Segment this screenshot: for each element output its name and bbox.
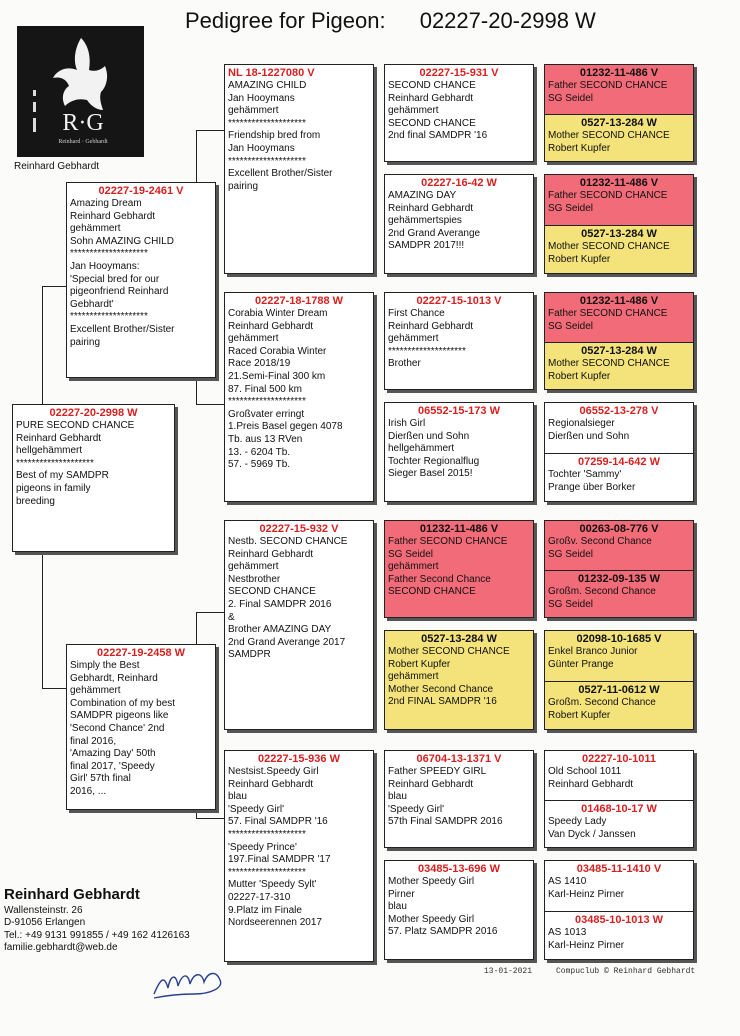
ring-number: 06552-13-278 V bbox=[579, 405, 659, 417]
card-line: Father Second Chance bbox=[388, 573, 491, 585]
card-line: SECOND CHANCE bbox=[388, 586, 476, 598]
card-line: ******************** bbox=[70, 248, 148, 260]
pigeon-dam-card[interactable] bbox=[66, 644, 216, 810]
card-line: AS 1013 bbox=[548, 927, 587, 938]
card-line: SECOND CHANCE bbox=[228, 586, 316, 598]
card-line: Robert Kupfer bbox=[548, 370, 611, 382]
pigeon-gen4-card-2[interactable] bbox=[384, 174, 534, 274]
gen5-top[interactable] bbox=[545, 175, 693, 225]
card-line: Mother SECOND CHANCE bbox=[548, 130, 670, 141]
card-line: Robert Kupfer bbox=[388, 658, 451, 670]
card-line: Speedy Lady bbox=[548, 816, 607, 827]
owner-name: Reinhard Gebhardt bbox=[4, 886, 140, 903]
connector-dam bbox=[42, 552, 43, 688]
card-line: pigeonfriend Reinhard bbox=[70, 286, 169, 298]
pigeon-gen3-card-3[interactable] bbox=[224, 520, 374, 730]
card-line: SAMDPR 2017!!! bbox=[388, 240, 465, 252]
card-line: Günter Prange bbox=[548, 658, 614, 670]
card-line: gehämmert bbox=[228, 333, 279, 345]
gen5-bottom[interactable] bbox=[545, 570, 693, 618]
card-line: AMAZING DAY bbox=[388, 190, 457, 201]
gen5-top[interactable] bbox=[545, 751, 693, 800]
card-line: Mother Speedy Girl bbox=[388, 876, 475, 887]
logo-caption: Reinhard Gebhardt bbox=[14, 161, 100, 172]
owner-address bbox=[4, 886, 190, 955]
card-line: Old School 1011 bbox=[548, 766, 622, 777]
card-line: ******************** bbox=[388, 345, 466, 357]
card-line: Corabia Winter Dream bbox=[228, 308, 328, 319]
card-line: Reinhard Gebhardt bbox=[388, 202, 474, 214]
gen5-bottom[interactable] bbox=[545, 114, 693, 162]
card-line: final 2016, bbox=[70, 735, 117, 747]
card-line: gehämmertspies bbox=[388, 215, 462, 227]
pigeon-subject-card[interactable] bbox=[12, 404, 175, 552]
owner-city: D-91056 Erlangen bbox=[4, 917, 86, 928]
card-line: ******************** bbox=[228, 117, 306, 129]
ring-number: 0527-13-284 W bbox=[581, 228, 657, 240]
card-line: pairing bbox=[228, 180, 259, 192]
gen5-bottom[interactable] bbox=[545, 225, 693, 274]
card-line: Großvater erringt bbox=[228, 408, 305, 420]
card-line: Father SECOND CHANCE bbox=[388, 536, 508, 547]
card-line: Mother SECOND CHANCE bbox=[548, 241, 670, 252]
pigeon-gen4-card-6[interactable] bbox=[384, 630, 534, 730]
card-line: Van Dyck / Janssen bbox=[548, 828, 636, 840]
card-line: Nordseerennen 2017 bbox=[228, 917, 322, 929]
card-line: First Chance bbox=[388, 308, 445, 319]
ring-number: 0527-13-284 W bbox=[421, 633, 497, 645]
ring-number: 0527-13-284 W bbox=[581, 345, 657, 357]
gen5-bottom[interactable] bbox=[545, 681, 693, 730]
ring-number: 03485-11-1410 V bbox=[576, 863, 662, 875]
card-line: 1.Preis Basel gegen 4078 bbox=[228, 421, 343, 433]
ring-number: 06552-15-173 W bbox=[418, 405, 500, 417]
gen5-top[interactable] bbox=[545, 521, 693, 570]
gen5-top[interactable] bbox=[545, 403, 693, 453]
card-line: gehämmert bbox=[70, 685, 121, 697]
pigeon-gen4-card-3[interactable] bbox=[384, 292, 534, 390]
ring-number: 02227-18-1788 W bbox=[254, 295, 344, 307]
card-line: Mother Second Chance bbox=[388, 683, 494, 695]
card-line: Simply the Best bbox=[70, 660, 140, 671]
card-line: Excellent Brother/Sister bbox=[70, 323, 175, 335]
card-line: Karl-Heinz Pirner bbox=[548, 939, 625, 951]
card-line: pigeons in family bbox=[16, 482, 91, 494]
card-line: 'Second Chance' 2nd bbox=[70, 722, 165, 734]
card-line: Friendship bred from bbox=[228, 130, 321, 142]
owner-phone: Tel.: +49 9131 991855 / +49 162 4126163 bbox=[4, 929, 190, 941]
card-line: Reinhard Gebhardt bbox=[16, 432, 102, 444]
card-line: AMAZING CHILD bbox=[228, 80, 307, 91]
card-line: Reinhard Gebhardt bbox=[388, 320, 474, 332]
card-line: 21.Semi-Final 300 km bbox=[228, 370, 326, 382]
ring-number: 02227-16-42 W bbox=[421, 177, 497, 189]
card-line: Father SECOND CHANCE bbox=[548, 190, 668, 201]
ring-number: 02227-19-2458 W bbox=[96, 647, 186, 659]
ring-number: 02227-15-936 W bbox=[258, 753, 340, 765]
gen5-bottom[interactable] bbox=[545, 453, 693, 502]
card-line: Brother bbox=[388, 358, 421, 370]
card-line: Brother AMAZING DAY bbox=[228, 624, 332, 636]
card-line: SG Seidel bbox=[548, 320, 594, 332]
card-line: SG Seidel bbox=[548, 598, 594, 610]
card-line: 57. - 5969 Tb. bbox=[228, 459, 291, 471]
ring-number: 01232-11-486 V bbox=[579, 67, 659, 79]
card-line: gehämmert bbox=[388, 333, 439, 345]
pigeon-gen5-pair-4[interactable] bbox=[544, 402, 694, 502]
card-line: 2nd Grand Averange bbox=[388, 227, 481, 239]
card-line: 2nd final SAMDPR '16 bbox=[388, 130, 488, 142]
card-line: gehämmert bbox=[70, 223, 121, 235]
gen5-top[interactable] bbox=[545, 631, 693, 681]
logo-subtitle: Reinhard · Gebhardt bbox=[58, 139, 108, 145]
card-line: gehämmert bbox=[388, 105, 439, 117]
card-line: 'Speedy Prince' bbox=[228, 841, 297, 853]
card-line: gehämmert bbox=[228, 105, 279, 117]
card-line: 2. Final SAMDPR 2016 bbox=[228, 598, 332, 610]
card-line: blau bbox=[388, 901, 407, 913]
card-line: Nestbrother bbox=[228, 573, 281, 585]
card-line: hellgehämmert bbox=[16, 445, 83, 457]
logo-letters: R·G bbox=[62, 110, 104, 136]
card-line: 87. Final 500 km bbox=[228, 383, 302, 395]
pigeon-gen4-card-4[interactable] bbox=[384, 402, 534, 502]
card-line: 02227-17-310 bbox=[228, 891, 291, 903]
ring-number: 02227-19-2461 V bbox=[98, 185, 184, 197]
card-line: Reinhard Gebhardt bbox=[228, 548, 314, 560]
card-line: Reinhard Gebhardt bbox=[388, 92, 474, 104]
ring-number: 06704-13-1371 V bbox=[416, 753, 502, 765]
card-line: Jan Hooymans bbox=[228, 92, 295, 104]
card-line: Regionalsieger bbox=[548, 418, 615, 429]
card-line: blau bbox=[388, 791, 407, 803]
ring-number: 01468-10-17 W bbox=[581, 803, 657, 815]
card-line: 57. Final SAMDPR '16 bbox=[228, 816, 328, 828]
gen5-top[interactable] bbox=[545, 65, 693, 114]
card-line: Robert Kupfer bbox=[548, 142, 611, 154]
title-ring-number: 02227-20-2998 W bbox=[419, 8, 596, 33]
card-line: Karl-Heinz Pirner bbox=[548, 888, 625, 900]
card-line: Mother SECOND CHANCE bbox=[548, 358, 670, 369]
card-line: Gebhardt, Reinhard bbox=[70, 672, 158, 684]
card-line: Großm. Second Chance bbox=[548, 697, 656, 708]
card-line: 'Special bred for our bbox=[70, 273, 160, 285]
pigeon-sire-card[interactable] bbox=[66, 182, 216, 378]
ring-number: 01232-11-486 V bbox=[579, 177, 659, 189]
card-line: final 2017, 'Speedy bbox=[70, 760, 155, 772]
card-line: Reinhard Gebhardt bbox=[70, 210, 156, 222]
card-line: Reinhard Gebhardt bbox=[388, 778, 474, 790]
pigeon-gen3-card-4[interactable] bbox=[224, 750, 374, 962]
breeder-logo bbox=[17, 26, 144, 157]
card-line: breeding bbox=[16, 495, 55, 507]
ring-number: NL 18-1227080 V bbox=[228, 67, 315, 79]
connector-gen3-a bbox=[196, 130, 197, 182]
card-line: SG Seidel bbox=[548, 202, 594, 214]
pigeon-gen5-pair-3[interactable] bbox=[544, 292, 694, 390]
ring-number: 0527-11-0612 W bbox=[578, 684, 660, 696]
connector-gen3-c-h bbox=[196, 612, 224, 613]
ring-number: 02227-20-2998 W bbox=[49, 407, 138, 419]
ring-number: 07259-14-642 W bbox=[578, 456, 660, 468]
card-line: SECOND CHANCE bbox=[388, 117, 476, 129]
card-line: Jan Hooymans bbox=[228, 142, 295, 154]
card-line: gehämmert bbox=[228, 561, 279, 573]
card-line: SG Seidel bbox=[548, 92, 594, 104]
print-date: 13-01-2021 bbox=[484, 967, 533, 976]
card-line: Enkel Branco Junior bbox=[548, 646, 638, 657]
card-line: Nestsist.Speedy Girl bbox=[228, 766, 319, 777]
gen5-top[interactable] bbox=[545, 861, 693, 911]
card-line: pairing bbox=[70, 336, 101, 348]
card-line: Raced Corabia Winter bbox=[228, 345, 327, 357]
card-line: Tb. aus 13 RVen bbox=[228, 433, 303, 445]
ring-number: 01232-09-135 W bbox=[578, 573, 660, 585]
pigeon-gen3-card-1[interactable] bbox=[224, 64, 374, 274]
card-line: Tochter 'Sammy' bbox=[548, 469, 622, 480]
card-line: Großm. Second Chance bbox=[548, 586, 656, 597]
owner-email[interactable]: familie.gebhardt@web.de bbox=[4, 942, 118, 953]
gen5-bottom[interactable] bbox=[545, 342, 693, 390]
card-line: 'Amazing Day' 50th bbox=[70, 748, 156, 760]
card-line: Robert Kupfer bbox=[548, 709, 611, 721]
ring-number: 00263-08-776 V bbox=[579, 523, 659, 535]
card-line: PURE SECOND CHANCE bbox=[16, 420, 135, 431]
card-line: Irish Girl bbox=[388, 418, 426, 429]
card-line: Jan Hooymans: bbox=[70, 260, 140, 272]
ring-number: 02098-10-1685 V bbox=[576, 633, 662, 645]
pigeon-gen4-card-5[interactable] bbox=[384, 520, 534, 618]
dove-logo-icon bbox=[17, 26, 144, 157]
pigeon-gen4-card-7[interactable] bbox=[384, 750, 534, 848]
card-line: ******************** bbox=[228, 155, 306, 167]
card-line: Race 2018/19 bbox=[228, 358, 291, 370]
card-line: ******************** bbox=[228, 866, 306, 878]
card-line: 2016, ... bbox=[70, 785, 107, 797]
card-line: & bbox=[228, 611, 235, 623]
card-line: Prange über Borker bbox=[548, 481, 636, 493]
card-line: Robert Kupfer bbox=[548, 253, 611, 265]
card-line: SAMDPR bbox=[228, 649, 271, 661]
card-line: SECOND CHANCE bbox=[388, 80, 476, 91]
connector-gen3-b-h bbox=[196, 404, 224, 405]
ring-number: 02227-15-1013 V bbox=[416, 295, 502, 307]
title-label: Pedigree for Pigeon: bbox=[185, 8, 386, 33]
signature-icon bbox=[150, 964, 240, 1004]
gen5-top[interactable] bbox=[545, 293, 693, 342]
software-credit: Compuclub © Reinhard Gebhardt bbox=[556, 967, 696, 976]
card-line: Combination of my best bbox=[70, 697, 176, 709]
card-line: Pirner bbox=[388, 888, 415, 900]
card-line: Father SECOND CHANCE bbox=[548, 80, 668, 91]
pigeon-gen4-card-8[interactable] bbox=[384, 860, 534, 960]
card-line: Großv. Second Chance bbox=[548, 536, 652, 547]
card-line: SAMDPR pigeons like bbox=[70, 710, 169, 722]
card-line: 'Speedy Girl' bbox=[228, 803, 285, 815]
card-line: Mother Speedy Girl bbox=[388, 913, 475, 925]
gen5-bottom[interactable] bbox=[545, 911, 693, 960]
card-line: Mother SECOND CHANCE bbox=[388, 646, 510, 657]
ring-number: 02227-15-931 V bbox=[419, 67, 499, 79]
gen5-bottom[interactable] bbox=[545, 800, 693, 848]
card-line: Amazing Dream bbox=[70, 198, 142, 209]
card-line: Tochter Regionalflug bbox=[388, 455, 480, 467]
card-line: hellgehämmert bbox=[388, 443, 455, 455]
card-line: Reinhard Gebhardt bbox=[228, 778, 314, 790]
ring-number: 03485-10-1013 W bbox=[574, 914, 664, 926]
connector-gen3-d-h bbox=[196, 818, 224, 819]
card-line: Excellent Brother/Sister bbox=[228, 168, 333, 180]
card-line: 9.Platz im Finale bbox=[228, 904, 302, 916]
ring-number: 03485-13-696 W bbox=[418, 863, 500, 875]
pigeon-gen5-pair-6[interactable] bbox=[544, 630, 694, 730]
card-line: Nestb. SECOND CHANCE bbox=[228, 536, 348, 547]
card-line: Dierßen und Sohn bbox=[388, 430, 470, 442]
card-line: 13. - 6204 Tb. bbox=[228, 446, 291, 458]
card-line: ******************** bbox=[70, 311, 148, 323]
card-line: blau bbox=[228, 791, 247, 803]
card-line: 57th Final SAMDPR 2016 bbox=[388, 816, 503, 828]
card-line: Reinhard Gebhardt bbox=[228, 320, 314, 332]
card-line: 2nd FINAL SAMDPR '16 bbox=[388, 696, 497, 708]
ring-number: 02227-15-932 V bbox=[259, 523, 339, 535]
pigeon-gen5-pair-8[interactable] bbox=[544, 860, 694, 960]
page-title bbox=[185, 8, 596, 34]
card-line: Mutter 'Speedy Sylt' bbox=[228, 879, 317, 891]
card-line: Gebhardt' bbox=[70, 298, 114, 310]
card-line: SG Seidel bbox=[388, 548, 434, 560]
card-line: 'Speedy Girl' bbox=[388, 803, 445, 815]
card-line: Dierßen und Sohn bbox=[548, 430, 630, 442]
pigeon-gen5-pair-5[interactable] bbox=[544, 520, 694, 618]
pigeon-gen3-card-2[interactable] bbox=[224, 292, 374, 502]
ring-number: 0527-13-284 W bbox=[581, 117, 657, 129]
connector-sire bbox=[42, 286, 43, 412]
ring-number: 01232-11-486 V bbox=[579, 295, 659, 307]
card-line: AS 1410 bbox=[548, 876, 587, 887]
card-line: 57. Platz SAMDPR 2016 bbox=[388, 926, 498, 938]
card-line: Father SECOND CHANCE bbox=[548, 308, 668, 319]
card-line: Sieger Basel 2015! bbox=[388, 468, 473, 480]
pigeon-gen5-pair-7[interactable] bbox=[544, 750, 694, 848]
card-line: gehämmert bbox=[388, 561, 439, 573]
pigeon-gen4-card-1[interactable] bbox=[384, 64, 534, 162]
card-line: Girl' 57th final bbox=[70, 773, 131, 785]
card-line: ******************** bbox=[228, 396, 306, 408]
pigeon-gen5-pair-2[interactable] bbox=[544, 174, 694, 274]
connector-gen3-a-h bbox=[196, 130, 224, 131]
connector-sire-h bbox=[42, 286, 67, 287]
pigeon-gen5-pair-1[interactable] bbox=[544, 64, 694, 162]
card-line: Sohn AMAZING CHILD bbox=[70, 235, 174, 247]
connector-gen3-c bbox=[196, 612, 197, 646]
card-line: Reinhard Gebhardt bbox=[548, 778, 634, 790]
card-line: ******************** bbox=[16, 457, 94, 469]
connector-dam-h bbox=[42, 688, 67, 689]
card-line: ******************** bbox=[228, 828, 306, 840]
owner-street: Wallensteinstr. 26 bbox=[4, 904, 83, 916]
card-line: Best of my SAMDPR bbox=[16, 470, 109, 482]
card-line: Father SPEEDY GIRL bbox=[388, 766, 487, 777]
card-line: 197.Final SAMDPR '17 bbox=[228, 854, 331, 866]
ring-number: 01232-11-486 V bbox=[419, 523, 499, 535]
card-line: gehämmert bbox=[388, 671, 439, 683]
card-line: 2nd Grand Averange 2017 bbox=[228, 636, 346, 648]
card-line: SG Seidel bbox=[548, 548, 594, 560]
ring-number: 02227-10-1011 bbox=[581, 753, 656, 765]
